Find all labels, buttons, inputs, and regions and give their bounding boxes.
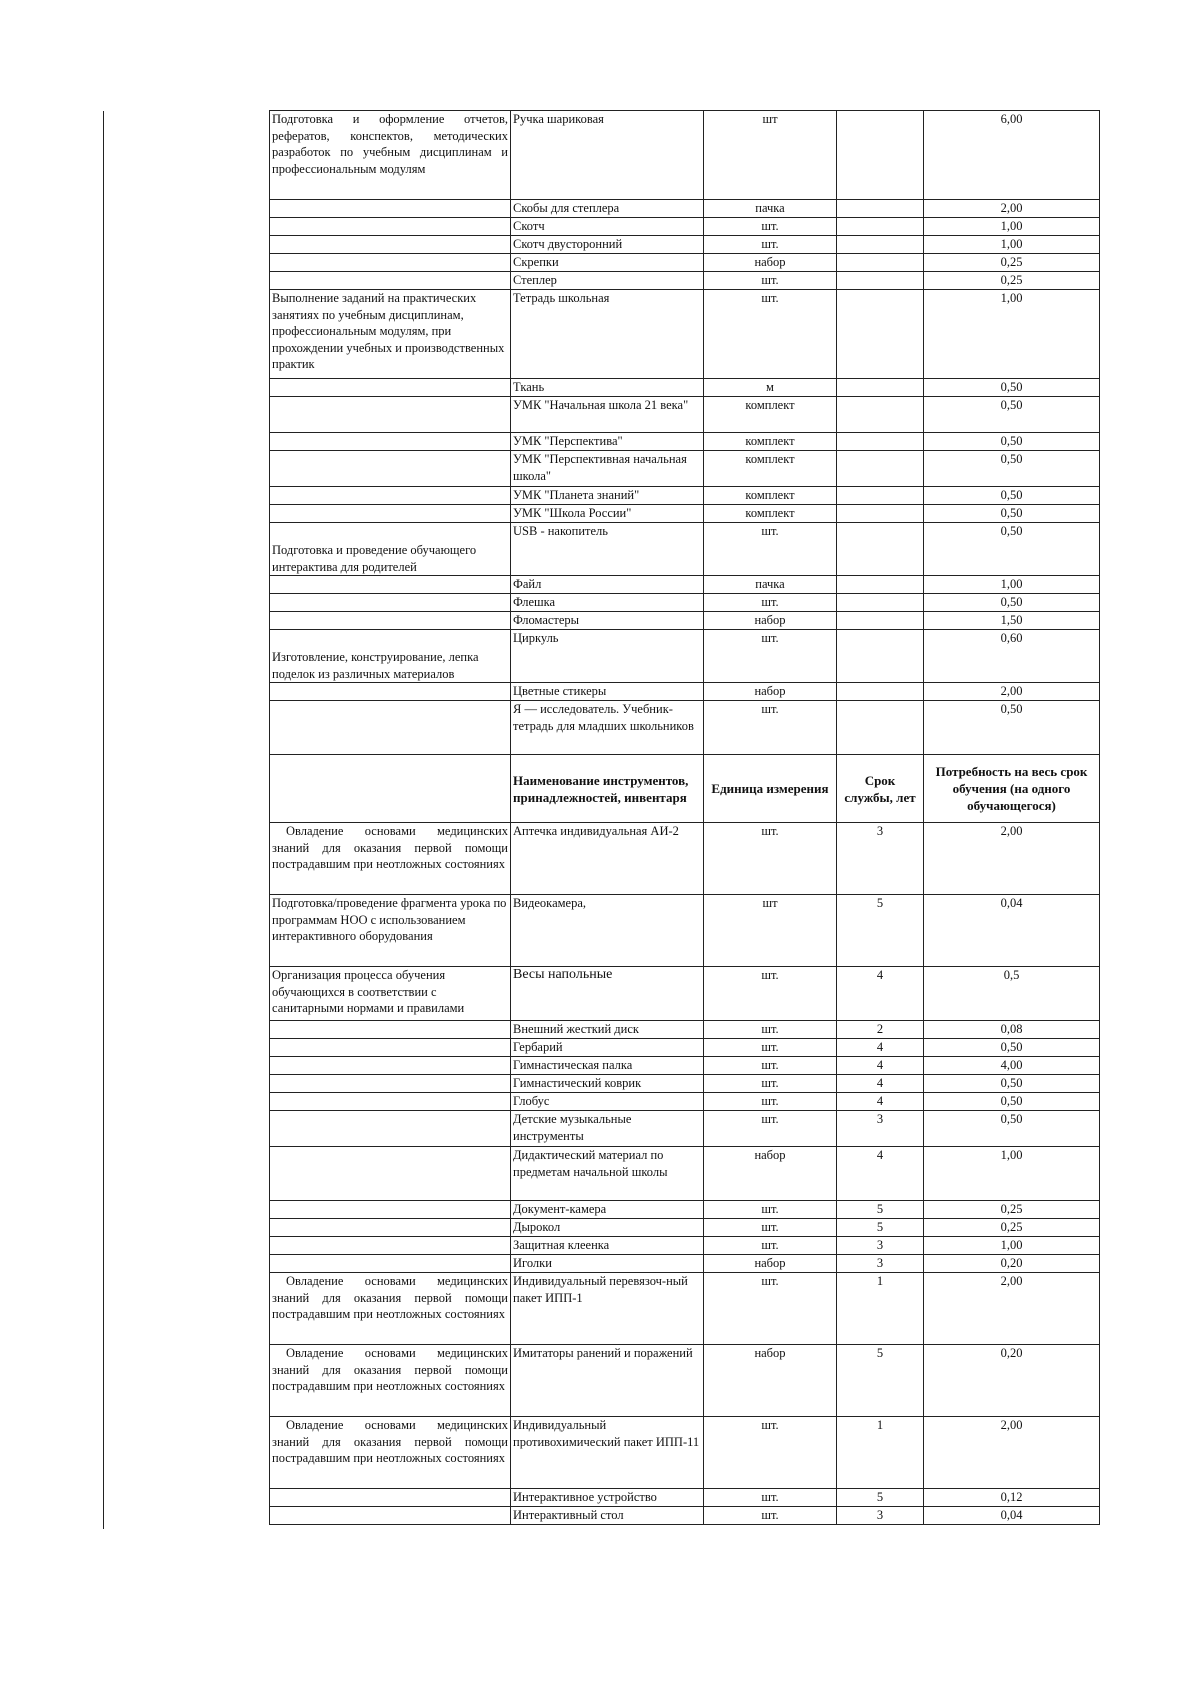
service-life-cell: 4: [837, 1093, 924, 1111]
item-name-cell: УМК "Перспективная начальная школа": [511, 451, 704, 487]
activity-cell: Подготовка/проведение фрагмента урока по программам НОО с использованием интерактивного оборудования: [270, 895, 511, 967]
item-name-cell: Дидактический материал по предметам начальной школы: [511, 1147, 704, 1201]
table-row: [270, 967, 1100, 1021]
service-life-cell: 3: [837, 1111, 924, 1147]
item-name-cell: Видеокамера,: [511, 895, 704, 967]
need-cell: 0,50: [924, 1111, 1100, 1147]
item-name-cell: Ручка шариковая: [511, 111, 704, 200]
need-cell: 0,50: [924, 379, 1100, 397]
service-life-cell: 1: [837, 1417, 924, 1489]
service-life-cell: [837, 272, 924, 290]
need-cell: 0,25: [924, 254, 1100, 272]
table-row: [270, 630, 1100, 683]
item-name-cell: Я — исследователь. Учебник-тетрадь для младших школьников: [511, 701, 704, 755]
table-row: [270, 379, 1100, 397]
service-life-cell: 4: [837, 1075, 924, 1093]
unit-cell: пачка: [704, 200, 837, 218]
need-cell: 0,50: [924, 1093, 1100, 1111]
activity-cell: Изготовление, конструирование, лепка поделок из различных материалов: [270, 630, 511, 683]
service-life-cell: [837, 397, 924, 433]
item-name-cell: Степлер: [511, 272, 704, 290]
item-name-cell: Скобы для степлера: [511, 200, 704, 218]
activity-cell: [270, 1147, 511, 1201]
service-life-cell: [837, 487, 924, 505]
service-life-cell: 4: [837, 1039, 924, 1057]
service-life-cell: 5: [837, 1489, 924, 1507]
service-life-cell: 5: [837, 1201, 924, 1219]
activity-cell: Овладение основами медицинских знаний для оказания первой помощи пострадавшим при неотложных состояниях: [270, 1417, 511, 1489]
unit-cell: шт.: [704, 701, 837, 755]
need-cell: 0,50: [924, 451, 1100, 487]
item-name-cell: УМК "Школа России": [511, 505, 704, 523]
table-row: [270, 823, 1100, 895]
item-name-cell: Скотч двусторонний: [511, 236, 704, 254]
item-name-cell: Циркуль: [511, 630, 704, 683]
item-name-cell: Имитаторы ранений и поражений: [511, 1345, 704, 1417]
service-life-cell: 2: [837, 1021, 924, 1039]
need-cell: 0,50: [924, 1039, 1100, 1057]
service-life-cell: [837, 254, 924, 272]
table-row: [270, 1255, 1100, 1273]
unit-cell: шт: [704, 895, 837, 967]
unit-cell: комплект: [704, 433, 837, 451]
item-name-cell: УМК "Планета знаний": [511, 487, 704, 505]
table-row: [270, 111, 1100, 200]
activity-cell: [270, 1021, 511, 1039]
item-name-cell: Гимнастический коврик: [511, 1075, 704, 1093]
table-row: [270, 1093, 1100, 1111]
header-service-life: Срок службы, лет: [837, 755, 924, 823]
unit-cell: набор: [704, 612, 837, 630]
service-life-cell: [837, 576, 924, 594]
activity-cell: [270, 397, 511, 433]
unit-cell: шт.: [704, 1219, 837, 1237]
unit-cell: комплект: [704, 505, 837, 523]
equipment-table: [269, 110, 1100, 1525]
activity-cell: [270, 1507, 511, 1525]
unit-cell: шт.: [704, 1039, 837, 1057]
table-row: [270, 1507, 1100, 1525]
table-row: [270, 236, 1100, 254]
unit-cell: м: [704, 379, 837, 397]
item-name-cell: Интерактивный стол: [511, 1507, 704, 1525]
service-life-cell: [837, 433, 924, 451]
activity-cell: [270, 272, 511, 290]
need-cell: 0,5: [924, 967, 1100, 1021]
item-name-cell: Иголки: [511, 1255, 704, 1273]
table-row: [270, 1489, 1100, 1507]
item-name-cell: Защитная клеенка: [511, 1237, 704, 1255]
need-cell: 0,20: [924, 1345, 1100, 1417]
unit-cell: шт.: [704, 523, 837, 576]
service-life-cell: 4: [837, 1147, 924, 1201]
activity-cell: [270, 701, 511, 755]
unit-cell: шт.: [704, 630, 837, 683]
table-header-row: [270, 755, 1100, 823]
table-row: [270, 594, 1100, 612]
activity-cell: [270, 1039, 511, 1057]
activity-cell: [270, 254, 511, 272]
activity-cell: [270, 576, 511, 594]
unit-cell: комплект: [704, 487, 837, 505]
table-row: [270, 451, 1100, 487]
activity-cell: Организация процесса обучения обучающихся в соответствии с санитарными нормами и правилами: [270, 967, 511, 1021]
activity-cell: Выполнение заданий на практических занятиях по учебным дисциплинам, профессиональным модулям, при прохождении учебных и производственных практик: [270, 290, 511, 379]
table-row: [270, 1039, 1100, 1057]
need-cell: 0,50: [924, 433, 1100, 451]
table-row: [270, 701, 1100, 755]
activity-cell: [270, 218, 511, 236]
need-cell: 0,50: [924, 594, 1100, 612]
unit-cell: комплект: [704, 451, 837, 487]
need-cell: 0,50: [924, 487, 1100, 505]
need-cell: 0,12: [924, 1489, 1100, 1507]
service-life-cell: [837, 594, 924, 612]
unit-cell: пачка: [704, 576, 837, 594]
item-name-cell: Дырокол: [511, 1219, 704, 1237]
table-row: [270, 1147, 1100, 1201]
need-cell: 0,50: [924, 397, 1100, 433]
header-item-name: Наименование инструментов, принадлежностей, инвентаря: [511, 755, 704, 823]
unit-cell: шт: [704, 111, 837, 200]
need-cell: 1,00: [924, 1237, 1100, 1255]
item-name-cell: Детские музыкальные инструменты: [511, 1111, 704, 1147]
unit-cell: набор: [704, 683, 837, 701]
page-margin-rule: [103, 111, 104, 1529]
unit-cell: шт.: [704, 1021, 837, 1039]
table-row: [270, 1237, 1100, 1255]
unit-cell: набор: [704, 254, 837, 272]
unit-cell: шт.: [704, 594, 837, 612]
table-row: [270, 1075, 1100, 1093]
activity-cell: [270, 683, 511, 701]
item-name-cell: Фломастеры: [511, 612, 704, 630]
activity-cell: Овладение основами медицинских знаний для оказания первой помощи пострадавшим при неотложных состояниях: [270, 1273, 511, 1345]
activity-cell: [270, 1489, 511, 1507]
item-name-cell: Гимнастическая палка: [511, 1057, 704, 1075]
table-row: [270, 1201, 1100, 1219]
activity-cell: [270, 200, 511, 218]
item-name-cell: Интерактивное устройство: [511, 1489, 704, 1507]
unit-cell: шт.: [704, 1489, 837, 1507]
activity-cell: [270, 1255, 511, 1273]
activity-cell: [270, 505, 511, 523]
need-cell: 6,00: [924, 111, 1100, 200]
unit-cell: шт.: [704, 218, 837, 236]
unit-cell: шт.: [704, 1057, 837, 1075]
unit-cell: набор: [704, 1345, 837, 1417]
activity-cell: [270, 594, 511, 612]
activity-cell: [270, 1201, 511, 1219]
need-cell: 1,00: [924, 290, 1100, 379]
table-row: [270, 612, 1100, 630]
activity-cell: [270, 487, 511, 505]
unit-cell: шт.: [704, 823, 837, 895]
service-life-cell: 3: [837, 1507, 924, 1525]
service-life-cell: 3: [837, 823, 924, 895]
unit-cell: шт.: [704, 1075, 837, 1093]
need-cell: 0,50: [924, 1075, 1100, 1093]
activity-cell: Подготовка и проведение обучающего интерактива для родителей: [270, 523, 511, 576]
table-row: [270, 1021, 1100, 1039]
need-cell: 0,25: [924, 1219, 1100, 1237]
activity-cell: [270, 1219, 511, 1237]
item-name-cell: УМК "Начальная школа 21 века": [511, 397, 704, 433]
table-row: [270, 272, 1100, 290]
table-row: [270, 683, 1100, 701]
item-name-cell: Индивидуальный перевязоч-ный пакет ИПП-1: [511, 1273, 704, 1345]
table-row: [270, 895, 1100, 967]
unit-cell: шт.: [704, 1111, 837, 1147]
activity-cell: Овладение основами медицинских знаний для оказания первой помощи пострадавшим при неотложных состояниях: [270, 1345, 511, 1417]
header-activity-cell: [270, 755, 511, 823]
need-cell: 0,50: [924, 701, 1100, 755]
need-cell: 0,50: [924, 523, 1100, 576]
activity-cell: [270, 1057, 511, 1075]
need-cell: 0,04: [924, 895, 1100, 967]
activity-cell: [270, 1075, 511, 1093]
activity-cell: [270, 236, 511, 254]
unit-cell: шт.: [704, 1507, 837, 1525]
service-life-cell: [837, 200, 924, 218]
service-life-cell: [837, 523, 924, 576]
table-row: [270, 1057, 1100, 1075]
item-name-cell: Глобус: [511, 1093, 704, 1111]
need-cell: 1,00: [924, 576, 1100, 594]
service-life-cell: [837, 290, 924, 379]
need-cell: 1,50: [924, 612, 1100, 630]
need-cell: 0,08: [924, 1021, 1100, 1039]
header-need: Потребность на весь срок обучения (на одного обучающегося): [924, 755, 1100, 823]
need-cell: 2,00: [924, 200, 1100, 218]
activity-cell: Подготовка и оформление отчетов, рефератов, конспектов, методических разработок по учебным дисциплинам и профессиональным модулям: [270, 111, 511, 200]
need-cell: 1,00: [924, 218, 1100, 236]
need-cell: 0,60: [924, 630, 1100, 683]
item-name-cell: Файл: [511, 576, 704, 594]
service-life-cell: [837, 111, 924, 200]
item-name-cell: Документ-камера: [511, 1201, 704, 1219]
unit-cell: шт.: [704, 967, 837, 1021]
service-life-cell: 3: [837, 1255, 924, 1273]
unit-cell: набор: [704, 1255, 837, 1273]
activity-cell: [270, 379, 511, 397]
activity-cell: [270, 1111, 511, 1147]
need-cell: 4,00: [924, 1057, 1100, 1075]
table-row: [270, 1345, 1100, 1417]
service-life-cell: 4: [837, 967, 924, 1021]
service-life-cell: 4: [837, 1057, 924, 1075]
item-name-cell: Скрепки: [511, 254, 704, 272]
activity-cell: [270, 1237, 511, 1255]
need-cell: 0,50: [924, 505, 1100, 523]
item-name-cell: Весы напольные: [511, 967, 704, 1021]
table-row: [270, 505, 1100, 523]
activity-cell: [270, 433, 511, 451]
need-cell: 2,00: [924, 823, 1100, 895]
table-row: [270, 200, 1100, 218]
need-cell: 1,00: [924, 1147, 1100, 1201]
item-name-cell: Гербарий: [511, 1039, 704, 1057]
activity-cell: [270, 612, 511, 630]
item-name-cell: Индивидуальный противохимический пакет ИПП-11: [511, 1417, 704, 1489]
service-life-cell: [837, 505, 924, 523]
service-life-cell: 5: [837, 1219, 924, 1237]
service-life-cell: [837, 218, 924, 236]
table-row: [270, 1111, 1100, 1147]
unit-cell: набор: [704, 1147, 837, 1201]
activity-cell: [270, 451, 511, 487]
unit-cell: шт.: [704, 1417, 837, 1489]
table-row: [270, 254, 1100, 272]
unit-cell: шт.: [704, 1093, 837, 1111]
service-life-cell: [837, 236, 924, 254]
item-name-cell: Ткань: [511, 379, 704, 397]
table-row: [270, 1417, 1100, 1489]
unit-cell: шт.: [704, 290, 837, 379]
need-cell: 2,00: [924, 1273, 1100, 1345]
service-life-cell: [837, 630, 924, 683]
table-row: [270, 397, 1100, 433]
service-life-cell: 3: [837, 1237, 924, 1255]
unit-cell: шт.: [704, 272, 837, 290]
item-name-cell: Аптечка индивидуальная АИ-2: [511, 823, 704, 895]
unit-cell: шт.: [704, 1201, 837, 1219]
item-name-cell: УМК "Перспектива": [511, 433, 704, 451]
item-name-cell: Флешка: [511, 594, 704, 612]
service-life-cell: [837, 451, 924, 487]
header-unit: Единица измерения: [704, 755, 837, 823]
item-name-cell: USB - накопитель: [511, 523, 704, 576]
activity-cell: [270, 1093, 511, 1111]
unit-cell: шт.: [704, 1237, 837, 1255]
service-life-cell: [837, 612, 924, 630]
need-cell: 2,00: [924, 683, 1100, 701]
unit-cell: шт.: [704, 1273, 837, 1345]
table-row: [270, 576, 1100, 594]
table-row: [270, 1219, 1100, 1237]
service-life-cell: [837, 701, 924, 755]
activity-cell: Овладение основами медицинских знаний для оказания первой помощи пострадавшим при неотложных состояниях: [270, 823, 511, 895]
service-life-cell: 5: [837, 895, 924, 967]
need-cell: 2,00: [924, 1417, 1100, 1489]
item-name-cell: Внешний жесткий диск: [511, 1021, 704, 1039]
table-row: [270, 218, 1100, 236]
service-life-cell: [837, 683, 924, 701]
unit-cell: шт.: [704, 236, 837, 254]
need-cell: 0,25: [924, 1201, 1100, 1219]
item-name-cell: Цветные стикеры: [511, 683, 704, 701]
table-row: [270, 487, 1100, 505]
table-row: [270, 290, 1100, 379]
table-row: [270, 1273, 1100, 1345]
item-name-cell: Тетрадь школьная: [511, 290, 704, 379]
table-row: [270, 523, 1100, 576]
service-life-cell: 1: [837, 1273, 924, 1345]
table-row: [270, 433, 1100, 451]
need-cell: 0,20: [924, 1255, 1100, 1273]
need-cell: 0,25: [924, 272, 1100, 290]
item-name-cell: Скотч: [511, 218, 704, 236]
service-life-cell: [837, 379, 924, 397]
service-life-cell: 5: [837, 1345, 924, 1417]
need-cell: 1,00: [924, 236, 1100, 254]
need-cell: 0,04: [924, 1507, 1100, 1525]
unit-cell: комплект: [704, 397, 837, 433]
